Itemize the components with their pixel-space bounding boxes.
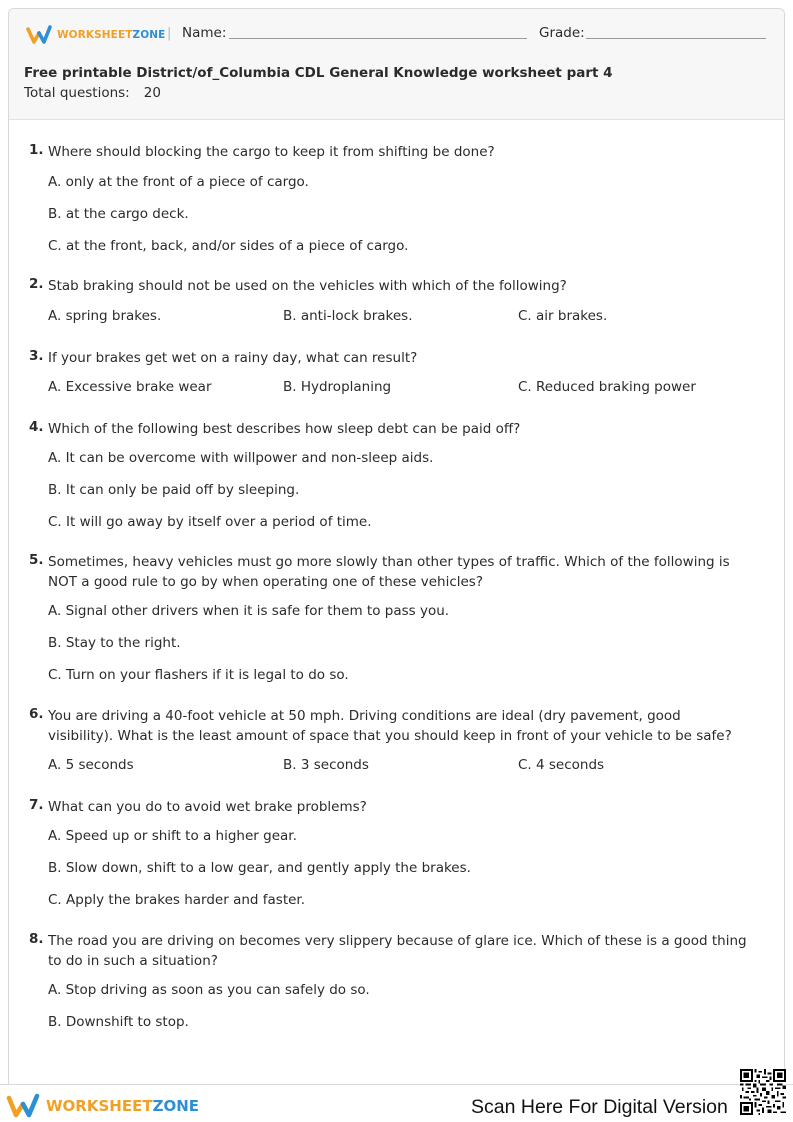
footer-worksheetzone-logo[interactable] xyxy=(6,1093,199,1119)
worksheet-header xyxy=(9,9,784,120)
option-b[interactable]: B. It can only be paid off by sleeping. xyxy=(48,482,300,498)
question-text: The road you are driving on becomes very slippery because of glare ice. Which of these is a good thing to do in such a situation? xyxy=(48,933,747,969)
logo-w-icon xyxy=(6,1093,40,1119)
option-c[interactable]: C. It will go away by itself over a period of time. xyxy=(48,514,372,530)
option-a[interactable]: A. Excessive brake wear xyxy=(48,379,212,395)
logo-text-zone: ZONE xyxy=(132,29,166,41)
question-number: 1. xyxy=(29,142,44,158)
question-number: 5. xyxy=(29,552,44,568)
option-c[interactable]: C. at the front, back, and/or sides of a piece of cargo. xyxy=(48,238,409,254)
option-a[interactable]: A. 5 seconds xyxy=(48,757,134,773)
logo-w-icon xyxy=(26,25,52,45)
qr-code-icon[interactable] xyxy=(740,1069,786,1115)
name-field[interactable] xyxy=(229,38,527,39)
option-b[interactable]: B. Downshift to stop. xyxy=(48,1014,189,1030)
option-c[interactable]: C. Apply the brakes harder and faster. xyxy=(48,892,306,908)
option-c[interactable]: C. 4 seconds xyxy=(518,757,605,773)
option-c[interactable]: C. Reduced braking power xyxy=(518,379,696,395)
option-b[interactable]: B. Stay to the right. xyxy=(48,635,181,651)
total-questions-value: 20 xyxy=(143,85,161,101)
worksheetzone-logo[interactable] xyxy=(26,25,165,45)
question-text: You are driving a 40-foot vehicle at 50 mph. Driving conditions are ideal (dry pavement, good visibility). What is the least amount of space that you should keep in front of your vehicle to be safe? xyxy=(48,708,732,744)
question-number: 6. xyxy=(29,706,44,722)
question-text: Which of the following best describes how sleep debt can be paid off? xyxy=(48,421,521,437)
option-a[interactable]: A. Stop driving as soon as you can safely do so. xyxy=(48,982,370,998)
worksheet-title: Free printable District/of_Columbia CDL General Knowledge worksheet part 4 xyxy=(24,65,613,81)
option-a[interactable]: A. spring brakes. xyxy=(48,308,162,324)
option-b[interactable]: B. anti-lock brakes. xyxy=(283,308,413,324)
option-a[interactable]: A. only at the front of a piece of cargo. xyxy=(48,174,309,190)
option-b[interactable]: B. at the cargo deck. xyxy=(48,206,189,222)
question-number: 2. xyxy=(29,276,44,292)
option-a[interactable]: A. It can be overcome with willpower and non-sleep aids. xyxy=(48,450,434,466)
grade-label: Grade: xyxy=(539,25,585,41)
name-label: Name: xyxy=(182,25,227,41)
question-number: 4. xyxy=(29,419,44,435)
option-a[interactable]: A. Signal other drivers when it is safe for them to pass you. xyxy=(48,603,450,619)
option-b[interactable]: B. Hydroplaning xyxy=(283,379,392,395)
question-number: 7. xyxy=(29,797,44,813)
question-text: What can you do to avoid wet brake problems? xyxy=(48,799,367,815)
total-questions xyxy=(24,85,161,101)
header-separator: | xyxy=(167,26,172,41)
grade-field[interactable] xyxy=(586,38,766,39)
worksheet-sheet xyxy=(8,8,785,1084)
option-c[interactable]: C. air brakes. xyxy=(518,308,608,324)
total-questions-label: Total questions: xyxy=(24,85,130,101)
option-a[interactable]: A. Speed up or shift to a higher gear. xyxy=(48,828,297,844)
logo-text-worksheet: WORKSHEET xyxy=(57,29,133,41)
logo-text-worksheet: WORKSHEET xyxy=(46,1097,153,1115)
scan-digital-version-text: Scan Here For Digital Version xyxy=(471,1096,728,1118)
question-number: 8. xyxy=(29,931,44,947)
question-text: If your brakes get wet on a rainy day, what can result? xyxy=(48,350,418,366)
option-c[interactable]: C. Turn on your flashers if it is legal to do so. xyxy=(48,667,349,683)
option-b[interactable]: B. 3 seconds xyxy=(283,757,369,773)
option-b[interactable]: B. Slow down, shift to a low gear, and gently apply the brakes. xyxy=(48,860,471,876)
question-number: 3. xyxy=(29,348,44,364)
question-text: Where should blocking the cargo to keep it from shifting be done? xyxy=(48,144,495,160)
logo-text-zone: ZONE xyxy=(152,1097,199,1115)
question-text: Stab braking should not be used on the vehicles with which of the following? xyxy=(48,278,567,294)
page-footer xyxy=(0,1084,793,1122)
question-text: Sometimes, heavy vehicles must go more slowly than other types of traffic. Which of the following is NOT a good rule to go by when operating one of these vehicles? xyxy=(48,554,730,590)
